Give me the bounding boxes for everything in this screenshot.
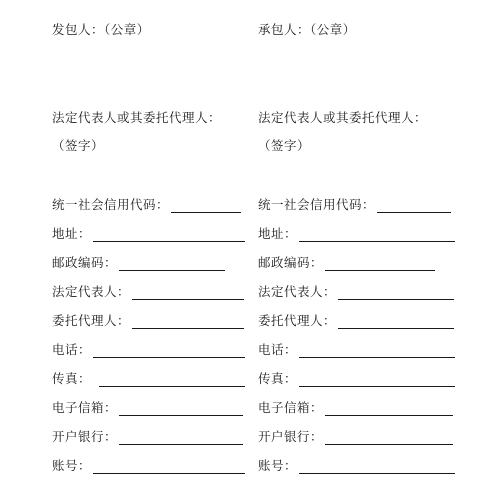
- contractor-agent-field: [258, 311, 454, 329]
- field-label: 邮政编码：: [52, 255, 118, 270]
- contractor-representative-label: 法定代表人或其委托代理人：: [258, 110, 428, 125]
- field-label: 委托代理人：: [52, 313, 131, 328]
- contractor-email-field: [258, 398, 453, 416]
- field-label: 电子信箱：: [52, 400, 118, 415]
- field-label: 账号：: [52, 458, 92, 473]
- fill-in-line[interactable]: [132, 287, 244, 300]
- contractor-address-field: [258, 224, 455, 242]
- fill-in-line[interactable]: [119, 403, 243, 416]
- field-label: 统一社会信用代码：: [258, 197, 376, 212]
- employer-signature-block: [52, 0, 262, 498]
- contractor-seal-label: 承包人：（公章）: [258, 22, 356, 37]
- contractor-phone-field: [258, 340, 455, 358]
- fill-in-line[interactable]: [93, 461, 245, 474]
- fill-in-line[interactable]: [377, 200, 451, 213]
- contractor-sign-label: （签字）: [258, 138, 311, 153]
- field-label: 法定代表人：: [52, 284, 131, 299]
- contractor-legal-rep-field: [258, 282, 454, 300]
- employer-address-field: [52, 224, 245, 242]
- employer-credit-code-field: [52, 195, 241, 213]
- field-label: 电话：: [258, 342, 298, 357]
- fill-in-line[interactable]: [299, 461, 455, 474]
- contractor-signature-block: [258, 0, 468, 498]
- field-label: 传真：: [52, 371, 92, 386]
- employer-account-field: [52, 456, 245, 474]
- fill-in-line[interactable]: [132, 316, 244, 329]
- field-label: 账号：: [258, 458, 298, 473]
- field-label: 法定代表人：: [258, 284, 337, 299]
- contractor-bank-field: [258, 427, 453, 445]
- fill-in-line[interactable]: [325, 258, 435, 271]
- contractor-fax-field: [258, 369, 455, 387]
- employer-agent-field: [52, 311, 244, 329]
- field-label: 传真：: [258, 371, 298, 386]
- field-label: 地址：: [52, 226, 92, 241]
- employer-legal-rep-field: [52, 282, 244, 300]
- field-label: 地址：: [258, 226, 298, 241]
- employer-sign-label: （签字）: [52, 138, 105, 153]
- fill-in-line[interactable]: [299, 374, 455, 387]
- employer-email-field: [52, 398, 243, 416]
- fill-in-line[interactable]: [299, 229, 455, 242]
- fill-in-line[interactable]: [99, 374, 245, 387]
- fill-in-line[interactable]: [119, 258, 225, 271]
- field-label: 电话：: [52, 342, 92, 357]
- fill-in-line[interactable]: [171, 200, 241, 213]
- employer-phone-field: [52, 340, 245, 358]
- fill-in-line[interactable]: [93, 229, 245, 242]
- fill-in-line[interactable]: [93, 345, 245, 358]
- employer-seal-label: 发包人：（公章）: [52, 22, 150, 37]
- field-label: 委托代理人：: [258, 313, 337, 328]
- contractor-account-field: [258, 456, 455, 474]
- fill-in-line[interactable]: [325, 403, 453, 416]
- contractor-credit-code-field: [258, 195, 451, 213]
- field-label: 开户银行：: [52, 429, 118, 444]
- fill-in-line[interactable]: [325, 432, 453, 445]
- employer-postcode-field: [52, 253, 225, 271]
- field-label: 开户银行：: [258, 429, 324, 444]
- fill-in-line[interactable]: [299, 345, 455, 358]
- fill-in-line[interactable]: [338, 316, 454, 329]
- employer-bank-field: [52, 427, 243, 445]
- employer-representative-label: 法定代表人或其委托代理人：: [52, 110, 222, 125]
- employer-fax-field: [52, 369, 245, 387]
- contractor-postcode-field: [258, 253, 435, 271]
- field-label: 邮政编码：: [258, 255, 324, 270]
- fill-in-line[interactable]: [338, 287, 454, 300]
- field-label: 统一社会信用代码：: [52, 197, 170, 212]
- field-label: 电子信箱：: [258, 400, 324, 415]
- fill-in-line[interactable]: [119, 432, 243, 445]
